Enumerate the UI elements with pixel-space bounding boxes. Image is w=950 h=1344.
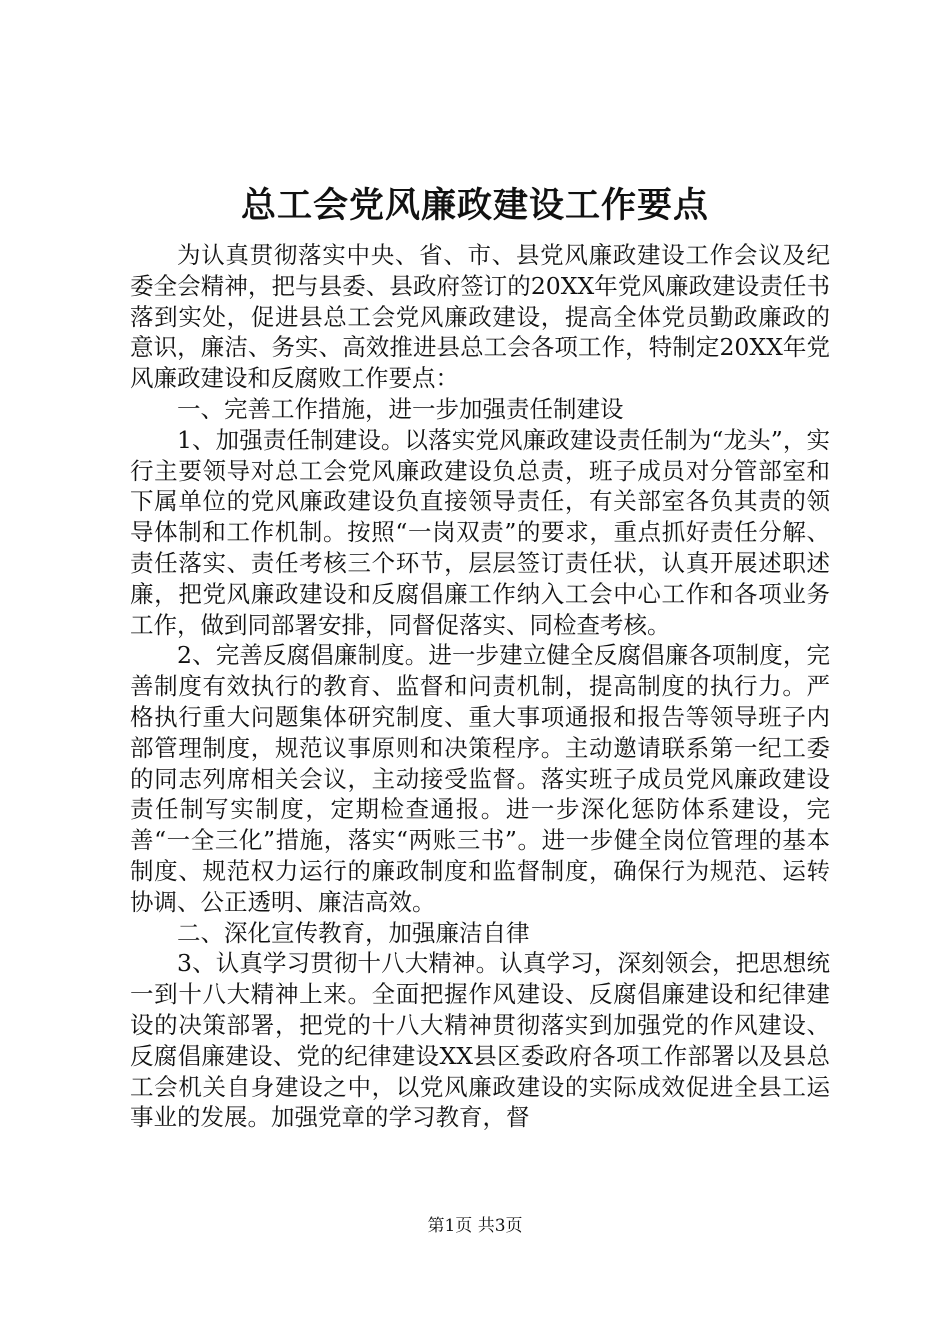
document-title: 总工会党风廉政建设工作要点 xyxy=(240,186,709,226)
document-body xyxy=(130,240,830,1133)
intro-paragraph: 为认真贯彻落实中央、省、市、县党风廉政建设工作会议及纪委全会精神，把与县委、县政府签订的20XX年党风廉政建设责任书落到实处，促进县总工会党风廉政建设，提高全体党员勤政廉政的意识，廉洁、务实、高效推进县总工会各项工作，特制定20XX年党风廉政建设和反腐败工作要点： xyxy=(130,241,830,393)
paragraph-item-2: 2、完善反腐倡廉制度。进一步建立健全反腐倡廉各项制度，完善制度有效执行的教育、监督和问责机制，提高制度的执行力。严格执行重大问题集体研究制度、重大事项通报和报告等领导班子内部管理制度，规范议事原则和决策程序。主动邀请联系第一纪工委的同志列席相关会议，主动接受监督。落实班子成员党风廉政建设责任制写实制度，定期检查通报。进一步深化惩防体系建设，完善“一全三化”措施，落实“两账三书”。进一步健全岗位管理的基本制度、规范权力运行的廉政制度和监督制度，确保行为规范、运转协调、公正透明、廉洁高效。 xyxy=(130,641,830,916)
paragraph-item-3: 3、认真学习贯彻十八大精神。认真学习，深刻领会，把思想统一到十八大精神上来。全面把握作风建设、反腐倡廉建设和纪律建设的决策部署，把党的十八大精神贯彻落实到加强党的作风建设、反腐倡廉建设、党的纪律建设XX县区委政府各项工作部署以及县总工会机关自身建设之中，以党风廉政建设的实际成效促进全县工运事业的发展。加强党章的学习教育，督 xyxy=(130,949,830,1132)
section-heading-2: 二、深化宣传教育，加强廉洁自律 xyxy=(177,918,530,947)
section-heading-1: 一、完善工作措施，进一步加强责任制建设 xyxy=(177,394,624,423)
page-number-footer: 第1页 共3页 xyxy=(427,1216,523,1236)
paragraph-item-1: 1、加强责任制建设。以落实党风廉政建设责任制为“龙头”，实行主要领导对总工会党风廉政建设负总责，班子成员对分管部室和下属单位的党风廉政建设负直接领导责任，有关部室各负其责的领导体制和工作机制。按照“一岗双责”的要求，重点抓好责任分解、责任落实、责任考核三个环节，层层签订责任状，认真开展述职述廉，把党风廉政建设和反腐倡廉工作纳入工会中心工作和各项业务工作，做到同部署安排，同督促落实、同检查考核。 xyxy=(130,425,830,639)
